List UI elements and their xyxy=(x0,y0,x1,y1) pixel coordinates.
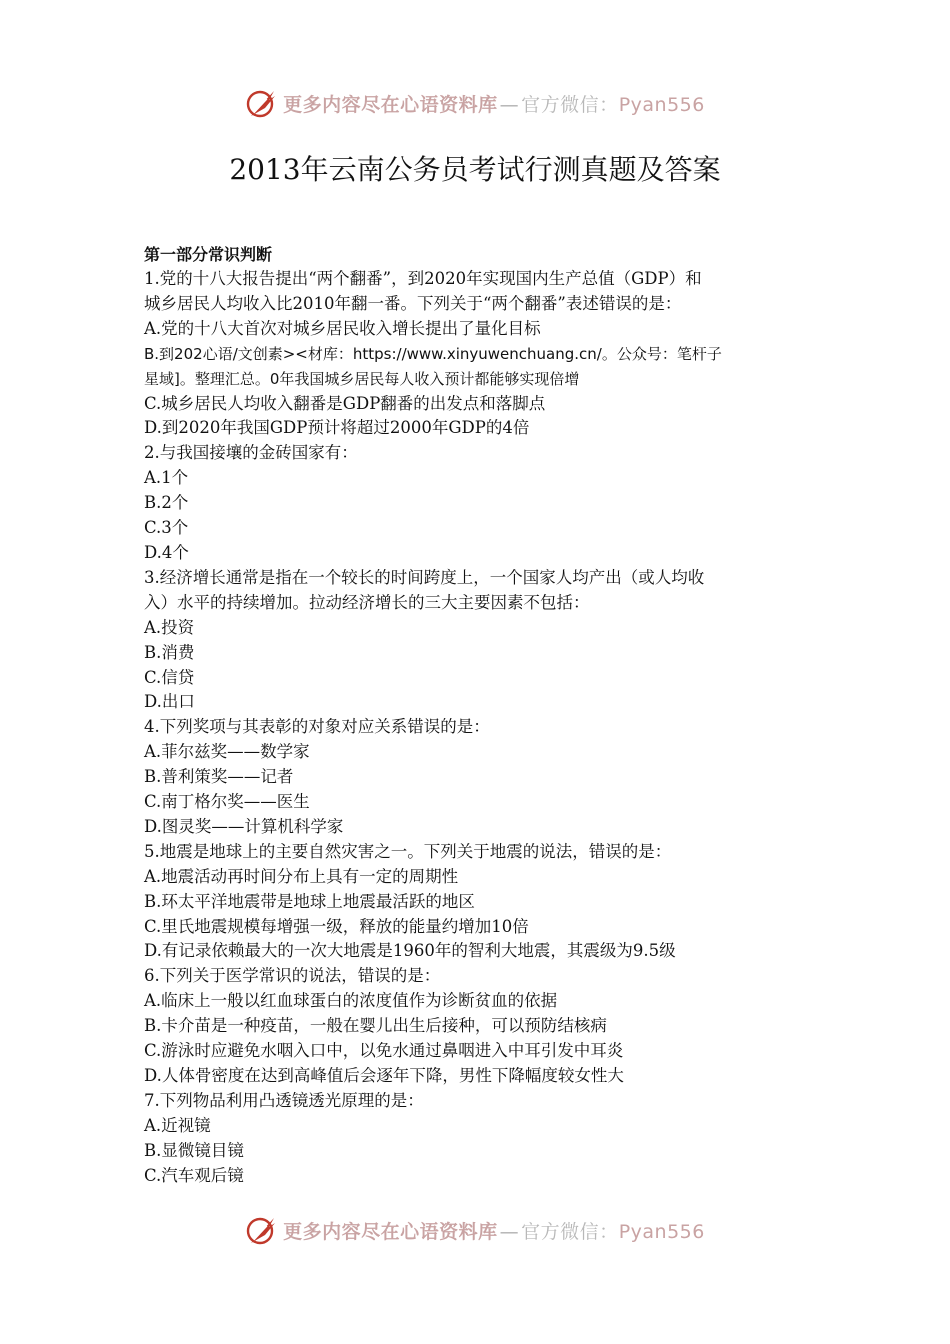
text-line: 城乡居民人均收入比2010年翻一番。下列关于“两个翻番”表述错误的是： xyxy=(144,293,682,313)
text-line: C.游泳时应避免水咽入口中，以免水通过鼻咽进入中耳引发中耳炎 xyxy=(144,1041,624,1061)
text-line: D.图灵奖——计算机科学家 xyxy=(144,816,344,836)
text-line: D.出口 xyxy=(144,692,195,712)
watermark-text xyxy=(283,90,705,117)
text-line: 2.与我国接壤的金砖国家有： xyxy=(144,443,358,463)
text-line: B.卡介苗是一种疫苗，一般在婴儿出生后接种，可以预防结核病 xyxy=(144,1016,607,1036)
text-line: D.人体骨密度在达到高峰值后会逐年下降，男性下降幅度较女性大 xyxy=(144,1066,624,1085)
text-line: A.临床上一般以红血球蛋白的浓度值作为诊断贫血的依据 xyxy=(144,991,558,1011)
text-line: C.信贷 xyxy=(144,667,195,687)
text-line: D.4个 xyxy=(144,542,189,562)
watermark-brand: 更多内容尽在心语资料库 xyxy=(283,93,498,116)
text-line: 入）水平的持续增加。拉动经济增长的三大主要因素不包括： xyxy=(144,592,590,612)
watermark-wechat-id: Pyan556 xyxy=(618,1220,705,1243)
watermark-brand: 更多内容尽在心语资料库 xyxy=(283,1220,498,1243)
text-line: B.环太平洋地震带是地球上地震最活跃的地区 xyxy=(144,891,475,911)
text-line: 7.下列物品利用凸透镜透光原理的是： xyxy=(144,1090,424,1110)
text-line: 5.地震是地球上的主要自然灾害之一。下列关于地震的说法，错误的是： xyxy=(144,841,672,861)
document-title: 2013年云南公务员考试行测真题及答案 xyxy=(229,153,721,186)
watermark-wechat-id: Pyan556 xyxy=(618,93,705,116)
document-body xyxy=(144,242,808,1189)
watermark-separator: — xyxy=(499,1220,520,1243)
text-line: C.南丁格尔奖——医生 xyxy=(144,792,310,812)
text-line: A.近视镜 xyxy=(144,1115,211,1135)
text-line: C.汽车观后镜 xyxy=(144,1165,244,1185)
text-line: A.投资 xyxy=(144,617,195,637)
watermark-separator: — xyxy=(499,93,520,116)
text-line: A.菲尔兹奖——数学家 xyxy=(144,742,310,762)
header-watermark xyxy=(0,83,950,123)
watermark-text xyxy=(283,1217,705,1244)
text-line: C.城乡居民人均收入翻番是GDP翻番的出发点和落脚点 xyxy=(144,393,546,413)
text-line: D.到2020年我国GDP预计将超过2000年GDP的4倍 xyxy=(144,418,530,438)
text-line: D.有记录依赖最大的一次大地震是1960年的智利大地震，其震级为9.5级 xyxy=(144,941,676,961)
text-line: 3.经济增长通常是指在一个较长的时间跨度上，一个国家人均产出（或人均收 xyxy=(144,567,705,587)
text-line: A.地震活动再时间分布上具有一定的周期性 xyxy=(144,866,459,886)
text-line: A.1个 xyxy=(144,468,189,488)
text-line: C.3个 xyxy=(144,518,189,538)
text-line: B.普利策奖——记者 xyxy=(144,767,294,787)
text-line: A.党的十八大首次对城乡居民收入增长提出了量化目标 xyxy=(144,318,541,338)
section-heading: 第一部分常识判断 xyxy=(144,245,273,264)
quill-logo-icon xyxy=(245,86,279,120)
text-line: 6.下列关于医学常识的说法，错误的是： xyxy=(144,966,441,986)
text-line: 星域]。整理汇总。0年我国城乡居民每人收入预计都能够实现倍增 xyxy=(144,369,580,388)
text-line: 4.下列奖项与其表彰的对象对应关系错误的是： xyxy=(144,717,490,737)
footer-watermark xyxy=(0,1210,950,1250)
text-line: 1.党的十八大报告提出“两个翻番”，到2020年实现国内生产总值（GDP）和 xyxy=(144,269,702,288)
text-line: B.2个 xyxy=(144,493,189,513)
text-line: C.里氏地震规模每增强一级，释放的能量约增加10倍 xyxy=(144,916,529,936)
quill-logo-icon xyxy=(245,1213,279,1247)
text-line: B.到202心语/文创素><材库：https://www.xinyuwenchuang.cn/。公众号：笔杆子 xyxy=(144,344,722,363)
text-line: B.消费 xyxy=(144,642,195,662)
watermark-label: 官方微信： xyxy=(521,93,619,116)
watermark-label: 官方微信： xyxy=(521,1220,619,1243)
text-line: B.显微镜目镜 xyxy=(144,1140,244,1160)
